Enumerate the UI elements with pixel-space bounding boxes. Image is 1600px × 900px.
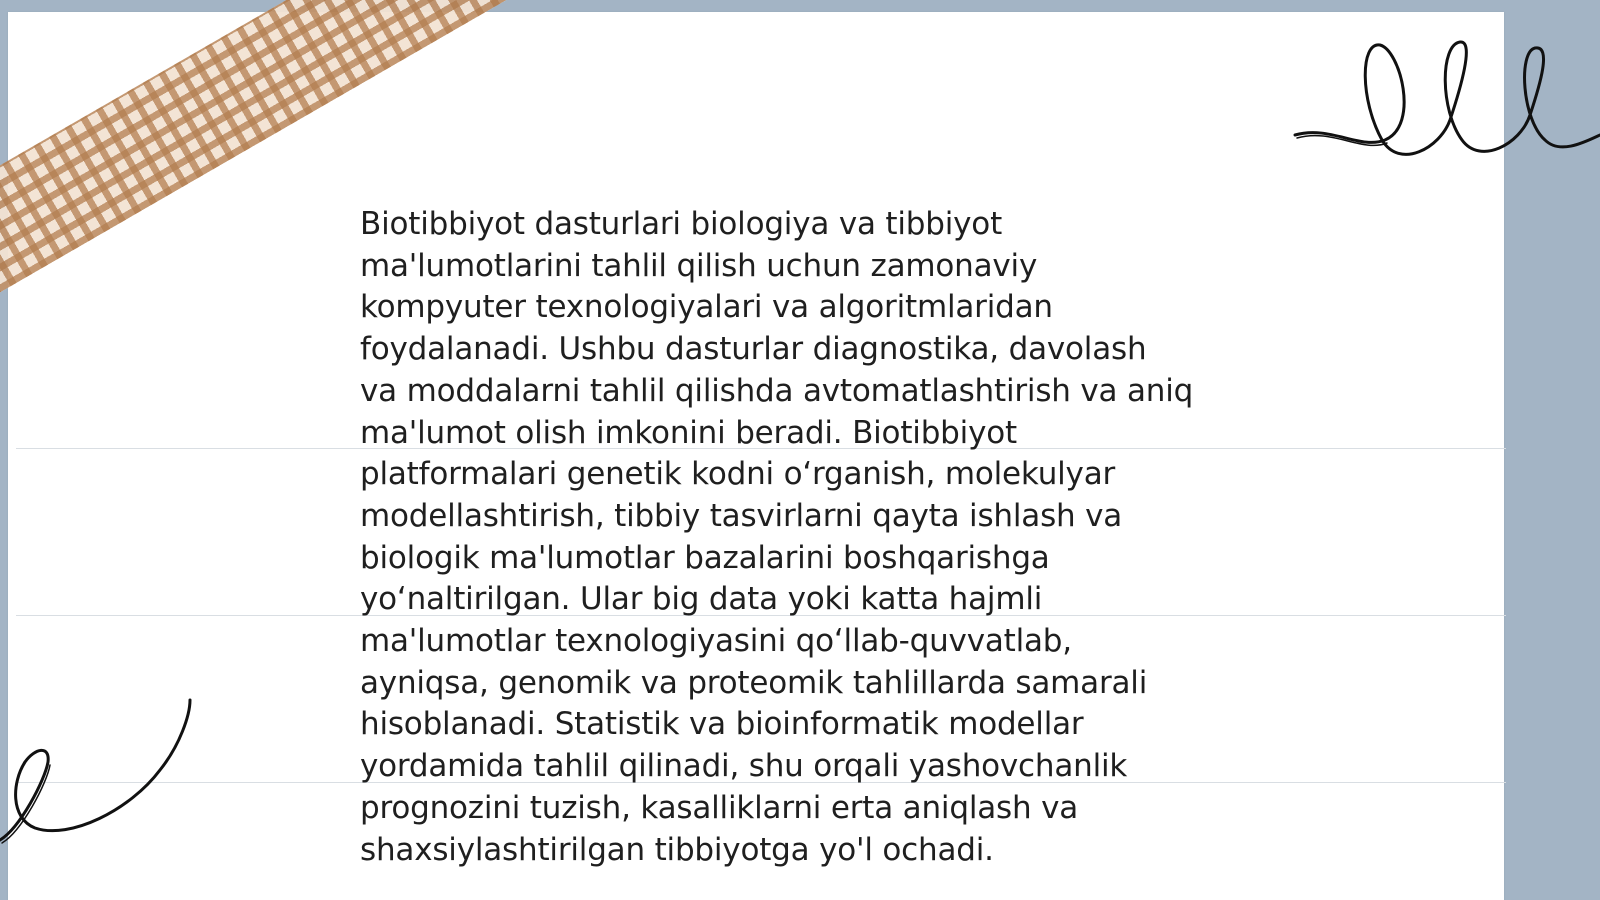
- loop-scribble-icon: [1290, 30, 1600, 165]
- swirl-check-icon: [0, 700, 200, 850]
- body-paragraph: Biotibbiyot dasturlari biologiya va tibbiyot ma'lumotlarini tahlil qilish uchun zamonaviy kompyuter texnologiyalari va algoritmlaridan foydalanadi. Ushbu dasturlar diagnostika, davolash va moddalarni tahlil qilishda avtomatlashtirish va aniq ma'lumot olish imkonini beradi. Biotibbiyot platformalari genetik kodni o‘rganish, molekulyar modellashtirish, tibbiy tasvirlarni qayta ishlash va biologik ma'lumotlar bazalarini boshqarishga yo‘naltirilgan. Ular big data yoki katta hajmli ma'lumotlar texnologiyasini qo‘llab-quvvatlab, ayniqsa, genomik va proteomik tahlillarda samarali hisoblanadi. Statistik va bioinformatik modellar yordamida tahlil qilinadi, shu orqali yashovchanlik prognozini tuzish, kasalliklarni erta aniqlash va shaxsiylashtirilgan tibbiyotga yo'l ochadi.: [360, 206, 1194, 868]
